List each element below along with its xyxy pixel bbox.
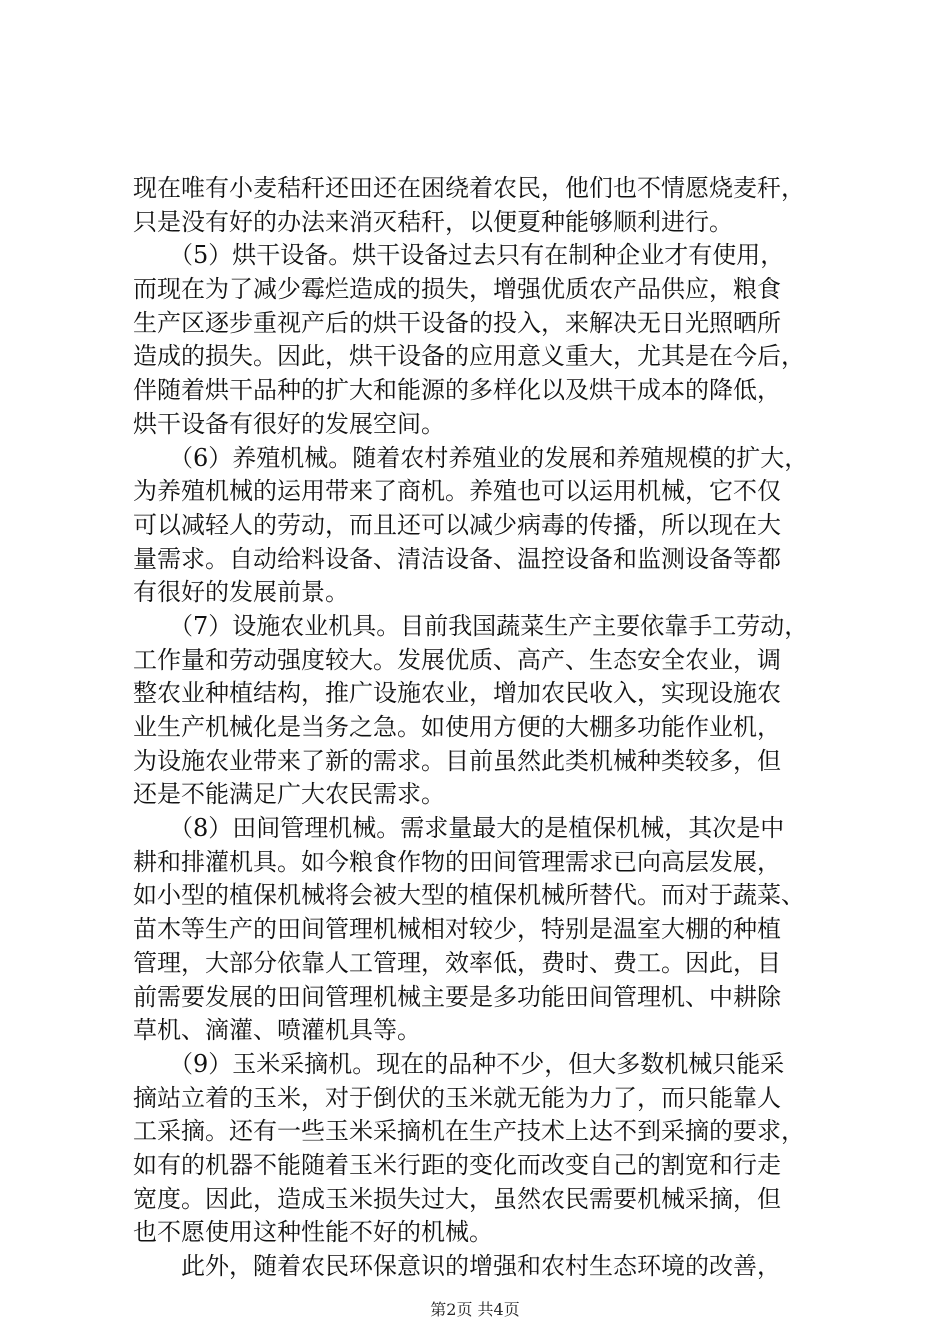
text-line: 有很好的发展前景。 [133, 578, 349, 607]
text-line: 整农业种植结构，推广设施农业，增加农民收入，实现设施农 [133, 679, 781, 708]
text-line: （9）玉米采摘机。现在的品种不少，但大多数机械只能采 [133, 1049, 785, 1078]
text-line: 现在唯有小麦秸秆还田还在困绕着农民，他们也不情愿烧麦秆， [133, 174, 805, 202]
text-line: 工作量和劳动强度较大。发展优质、高产、生态安全农业，调 [133, 645, 781, 674]
text-line: 造成的损失。因此，烘干设备的应用意义重大，尤其是在今后， [133, 342, 805, 371]
text-line: （7）设施农业机具。目前我国蔬菜生产主要依靠手工劳动， [133, 611, 809, 640]
text-line: 摘站立着的玉米，对于倒伏的玉米就无能为力了，而只能靠人 [133, 1083, 781, 1112]
text-line: 业生产机械化是当务之急。如使用方便的大棚多功能作业机， [133, 713, 781, 741]
text-line: 还是不能满足广大农民需求。 [133, 780, 445, 809]
text-line: 也不愿使用这种性能不好的机械。 [133, 1218, 493, 1247]
text-line: （6）养殖机械。随着农村养殖业的发展和养殖规模的扩大， [133, 443, 809, 472]
text-line: 此外，随着农民环保意识的增强和农村生态环境的改善， [133, 1252, 781, 1280]
text-line: 而现在为了减少霉烂造成的损失，增强优质农产品供应，粮食 [133, 275, 781, 304]
text-line: 可以减轻人的劳动，而且还可以减少病毒的传播，所以现在大 [133, 510, 781, 539]
text-line: 如有的机器不能随着玉米行距的变化而改变自己的割宽和行走 [133, 1150, 781, 1179]
text-line: 管理，大部分依靠人工管理，效率低，费时、费工。因此，目 [133, 948, 781, 977]
text-line: 如小型的植保机械将会被大型的植保机械所替代。而对于蔬菜、 [133, 881, 805, 910]
text-line: 苗木等生产的田间管理机械相对较少，特别是温室大棚的种植 [133, 915, 781, 944]
text-line: 前需要发展的田间管理机械主要是多功能田间管理机、中耕除 [133, 982, 781, 1011]
text-line: 只是没有好的办法来消灭秸秆，以便夏种能够顺利进行。 [133, 207, 733, 236]
body-text [133, 172, 833, 1284]
text-line: 为设施农业带来了新的需求。目前虽然此类机械种类较多，但 [133, 746, 781, 775]
text-line: （8）田间管理机械。需求量最大的是植保机械，其次是中 [133, 814, 785, 843]
text-line: 伴随着烘干品种的扩大和能源的多样化以及烘干成本的降低， [133, 376, 781, 405]
page-number-footer: 第2页 共4页 [430, 1300, 520, 1319]
text-line: 草机、滴灌、喷灌机具等。 [133, 1016, 421, 1045]
text-line: 耕和排灌机具。如今粮食作物的田间管理需求已向高层发展， [133, 847, 781, 876]
text-line: 量需求。自动给料设备、清洁设备、温控设备和监测设备等都 [133, 544, 781, 573]
text-line: 宽度。因此，造成玉米损失过大，虽然农民需要机械采摘，但 [133, 1184, 781, 1213]
text-line: 为养殖机械的运用带来了商机。养殖也可以运用机械，它不仅 [133, 477, 781, 506]
text-line: （5）烘干设备。烘干设备过去只有在制种企业才有使用， [133, 241, 785, 270]
text-line: 生产区逐步重视产后的烘干设备的投入，来解决无日光照晒所 [133, 308, 781, 337]
text-line: 工采摘。还有一些玉米采摘机在生产技术上达不到采摘的要求， [133, 1117, 805, 1146]
text-line: 烘干设备有很好的发展空间。 [133, 409, 445, 438]
